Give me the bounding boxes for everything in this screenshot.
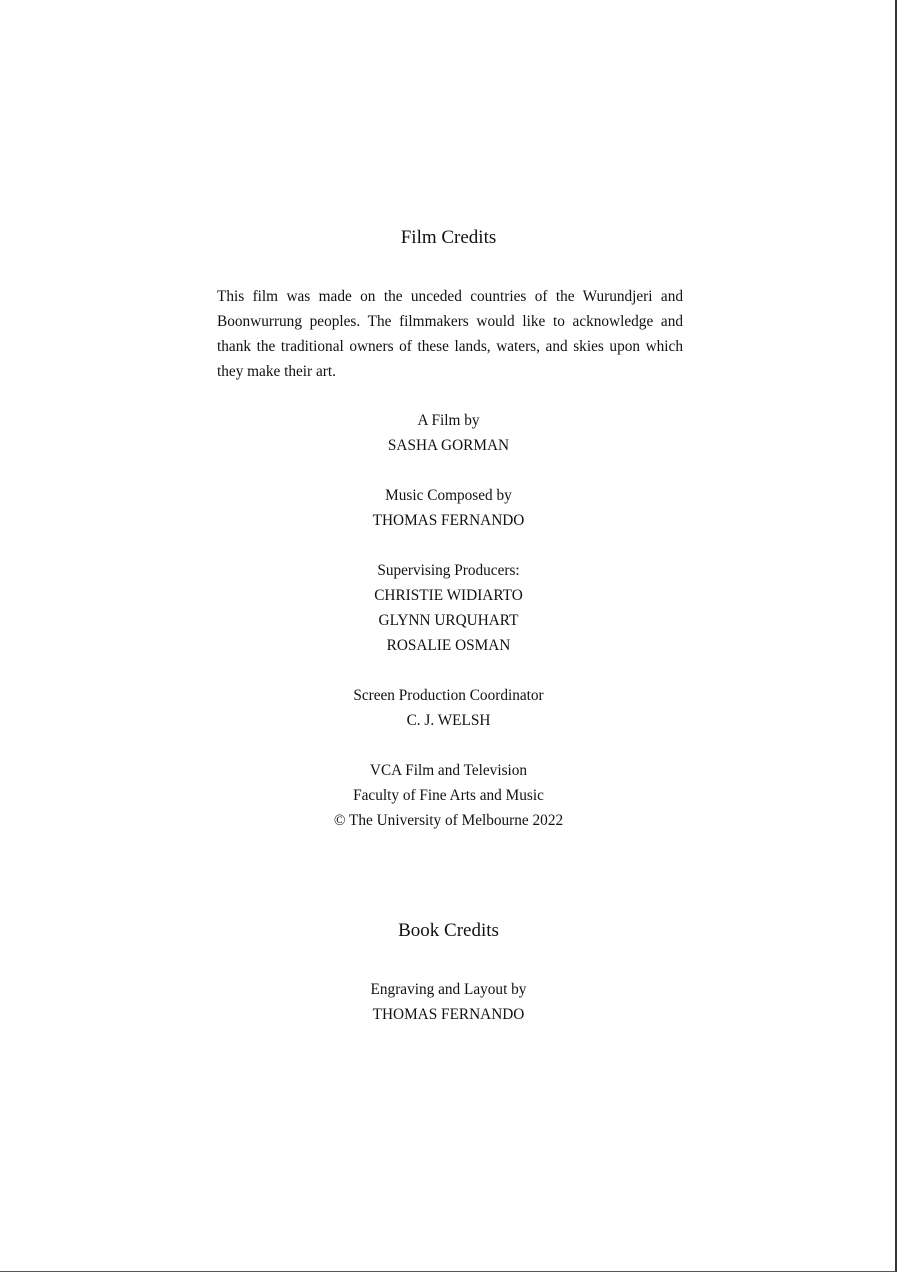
- film-by-credit: [0, 408, 897, 458]
- institution-line: Faculty of Fine Arts and Music: [353, 787, 544, 804]
- music-label: Music Composed by: [385, 487, 512, 504]
- institution-credit: [0, 758, 897, 833]
- film-by-name: SASHA GORMAN: [387, 437, 510, 454]
- producer-name: CHRISTIE WIDIARTO: [374, 587, 523, 604]
- supervising-producers-credit: [0, 558, 897, 658]
- supervising-producers-label: Supervising Producers:: [377, 562, 520, 579]
- book-credits-title: Book Credits: [398, 920, 499, 941]
- film-credits-title: Film Credits: [400, 227, 497, 248]
- copyright-line: © The University of Melbourne 2022: [333, 812, 564, 829]
- engraving-label: Engraving and Layout by: [370, 981, 527, 998]
- film-by-label: A Film by: [417, 412, 480, 429]
- coordinator-credit: [0, 683, 897, 733]
- acknowledgement-paragraph: This film was made on the unceded countries of the Wurundjeri and Boonwurrung peoples. The filmmakers would like to acknowledge and thank the traditional owners of these lands, waters, and skies upon which they make their art.: [217, 288, 683, 380]
- coordinator-label: Screen Production Coordinator: [353, 687, 544, 704]
- coordinator-name: C. J. WELSH: [406, 712, 491, 729]
- producer-name: ROSALIE OSMAN: [386, 637, 511, 654]
- institution-line: VCA Film and Television: [369, 762, 528, 779]
- engraving-credit: [0, 977, 897, 1027]
- engraving-name: THOMAS FERNANDO: [372, 1006, 525, 1023]
- producer-name: GLYNN URQUHART: [378, 612, 519, 629]
- music-credit: [0, 483, 897, 533]
- music-name: THOMAS FERNANDO: [372, 512, 525, 529]
